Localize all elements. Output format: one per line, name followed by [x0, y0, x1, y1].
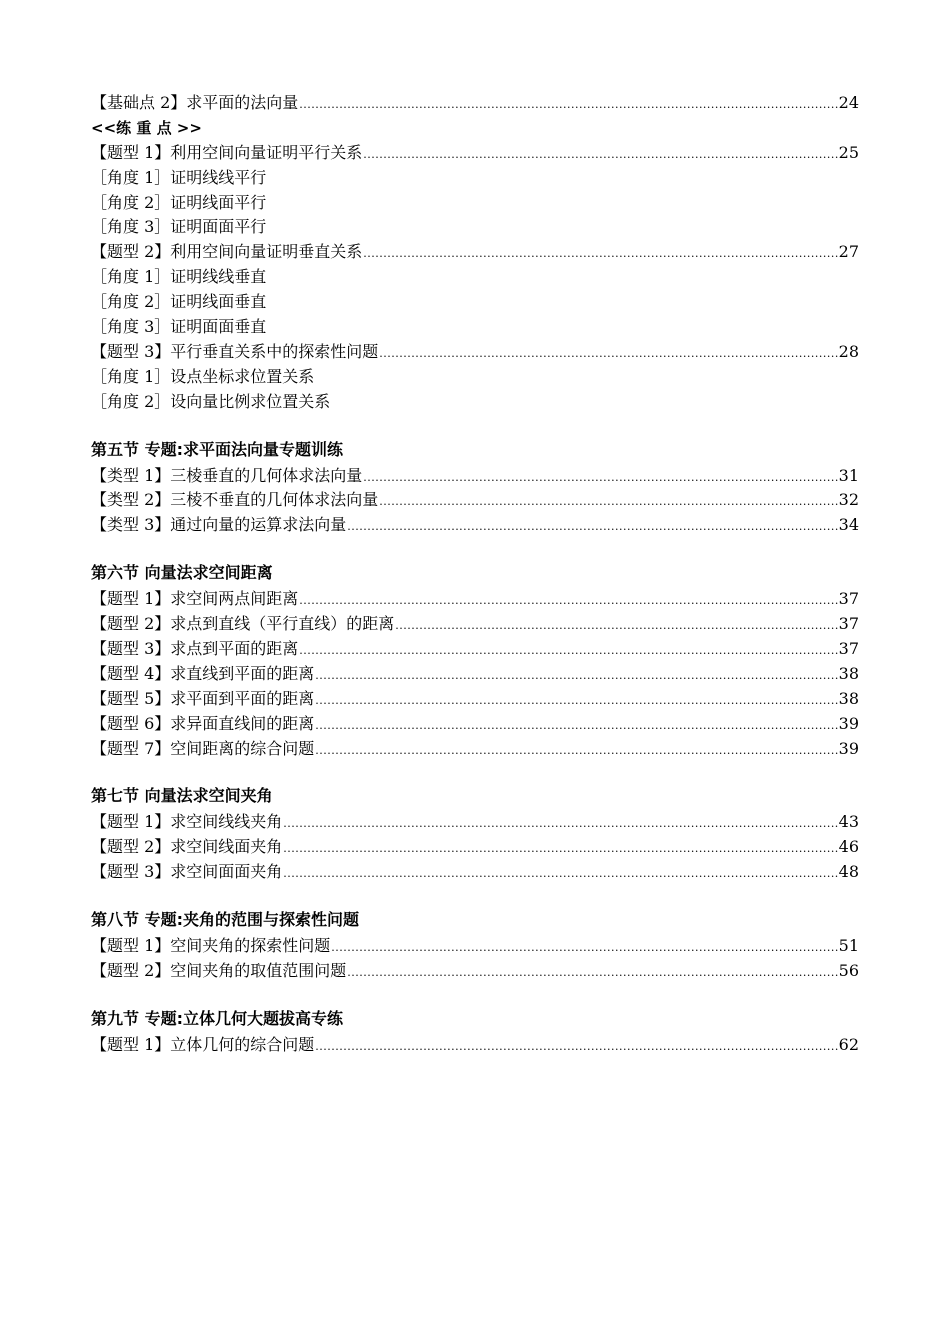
dot-leader: [315, 739, 837, 764]
toc-entry-page: 34: [838, 515, 859, 535]
toc-entry-label: 【题型 2】利用空间向量证明垂直关系: [91, 242, 363, 262]
toc-entry[interactable]: [91, 464, 859, 489]
toc-section: [91, 559, 859, 761]
practice-heading: <<练 重 点 >>: [91, 118, 202, 137]
toc-entry[interactable]: [91, 365, 859, 390]
toc-entry-label: 【类型 1】三棱垂直的几何体求法向量: [91, 465, 363, 485]
toc-entry-label: ［角度 1］证明线线垂直: [91, 267, 267, 287]
toc-entry-label: ［角度 1］证明线线平行: [91, 167, 267, 187]
toc-entry-label: ［角度 3］证明面面垂直: [91, 317, 267, 337]
toc-entry-label: 【题型 3】求点到平面的距离: [91, 639, 299, 659]
toc-entry[interactable]: [91, 166, 859, 191]
toc-entry-page: 28: [838, 341, 859, 361]
toc-entry-page: 32: [838, 490, 859, 510]
dot-leader: [283, 812, 837, 837]
toc-entry-label: 【题型 2】求点到直线（平行直线）的距离: [91, 614, 395, 634]
dot-leader: [315, 1035, 837, 1060]
dot-leader: [347, 515, 837, 540]
toc-sections: [91, 436, 859, 1058]
toc-entry-label: ［角度 2］证明线面垂直: [91, 292, 267, 312]
dot-leader: [299, 589, 837, 614]
toc-entry[interactable]: [91, 240, 859, 265]
toc-pre-list: [91, 91, 859, 116]
toc-entry-label: 【基础点 2】求平面的法向量: [91, 93, 299, 112]
dot-leader: [395, 614, 837, 639]
toc-entry-page: 37: [838, 614, 859, 634]
toc-entry-label: 【题型 4】求直线到平面的距离: [91, 663, 315, 683]
toc-entry[interactable]: [91, 390, 859, 415]
toc-entry-label: ［角度 2］设向量比例求位置关系: [91, 391, 331, 411]
toc-entry-label: 【题型 5】求平面到平面的距离: [91, 688, 315, 708]
toc-entry-page: 27: [838, 242, 859, 262]
dot-leader: [363, 242, 837, 267]
toc-entry-page: 39: [838, 738, 859, 758]
toc-entry[interactable]: [91, 488, 859, 513]
toc-entry-page: 62: [838, 1034, 859, 1054]
toc-entry-label: 【题型 1】空间夹角的探索性问题: [91, 936, 331, 956]
section-title[interactable]: 第七节 向量法求空间夹角: [91, 786, 273, 806]
toc-entry[interactable]: [91, 835, 859, 860]
toc-entry[interactable]: [91, 737, 859, 762]
toc-entry-page: 25: [838, 142, 859, 162]
toc-entry-label: 【题型 2】求空间线面夹角: [91, 837, 283, 857]
toc-practice-list: [91, 141, 859, 415]
dot-leader: [347, 961, 837, 986]
dot-leader: [379, 490, 837, 515]
toc-entry[interactable]: [91, 91, 859, 116]
toc-entry[interactable]: [91, 315, 859, 340]
toc-section: [91, 906, 859, 984]
toc-entry[interactable]: [91, 612, 859, 637]
toc-entry[interactable]: [91, 141, 859, 166]
toc-entry-label: ［角度 3］证明面面平行: [91, 217, 267, 237]
table-of-contents: [91, 91, 859, 1058]
toc-entry[interactable]: [91, 265, 859, 290]
toc-entry[interactable]: [91, 637, 859, 662]
toc-entry-page: 51: [838, 936, 859, 956]
toc-entry-label: 【题型 1】求空间两点间距离: [91, 589, 299, 609]
dot-leader: [299, 639, 837, 664]
toc-entry[interactable]: [91, 712, 859, 737]
toc-entry-label: ［角度 2］证明线面平行: [91, 192, 267, 212]
section-title[interactable]: 第五节 专题:求平面法向量专题训练: [91, 439, 343, 459]
dot-leader: [315, 689, 837, 714]
toc-entry-label: 【类型 3】通过向量的运算求法向量: [91, 515, 347, 535]
toc-entry[interactable]: [91, 1033, 859, 1058]
toc-entry-label: 【题型 7】空间距离的综合问题: [91, 738, 315, 758]
dot-leader: [379, 342, 837, 367]
dot-leader: [283, 862, 837, 887]
dot-leader: [299, 93, 837, 118]
toc-entry[interactable]: [91, 290, 859, 315]
toc-entry-label: 【题型 3】平行垂直关系中的探索性问题: [91, 341, 379, 361]
toc-entry-label: 【题型 2】空间夹角的取值范围问题: [91, 961, 347, 981]
dot-leader: [363, 466, 837, 491]
toc-entry[interactable]: [91, 340, 859, 365]
toc-section: [91, 1005, 859, 1058]
toc-entry[interactable]: [91, 215, 859, 240]
toc-entry-page: 37: [838, 589, 859, 609]
toc-entry-page: 46: [838, 837, 859, 857]
toc-entry-page: 48: [838, 862, 859, 882]
dot-leader: [363, 143, 837, 168]
toc-entry-page: 38: [838, 688, 859, 708]
toc-entry[interactable]: [91, 587, 859, 612]
toc-entry-label: 【题型 3】求空间面面夹角: [91, 862, 283, 882]
toc-entry[interactable]: [91, 959, 859, 984]
section-title[interactable]: 第六节 向量法求空间距离: [91, 563, 273, 583]
section-title[interactable]: 第八节 专题:夹角的范围与探索性问题: [91, 910, 359, 930]
toc-entry-label: 【题型 1】立体几何的综合问题: [91, 1034, 315, 1054]
toc-entry-page: 39: [838, 713, 859, 733]
toc-entry-page: 43: [838, 812, 859, 832]
toc-entry[interactable]: [91, 810, 859, 835]
toc-section: [91, 436, 859, 539]
toc-entry-page: 56: [838, 961, 859, 981]
toc-entry[interactable]: [91, 662, 859, 687]
section-title[interactable]: 第九节 专题:立体几何大题拔高专练: [91, 1008, 343, 1028]
toc-entry-label: 【题型 1】利用空间向量证明平行关系: [91, 142, 363, 162]
toc-entry-label: 【类型 2】三棱不垂直的几何体求法向量: [91, 490, 379, 510]
dot-leader: [315, 664, 837, 689]
toc-entry-label: ［角度 1］设点坐标求位置关系: [91, 366, 315, 386]
toc-section: [91, 782, 859, 885]
toc-entry-page: 37: [838, 639, 859, 659]
toc-entry-label: 【题型 6】求异面直线间的距离: [91, 713, 315, 733]
toc-entry[interactable]: [91, 191, 859, 216]
toc-entry-page: 38: [838, 663, 859, 683]
toc-entry[interactable]: [91, 513, 859, 538]
toc-entry-page: 24: [838, 93, 859, 112]
toc-entry[interactable]: [91, 934, 859, 959]
toc-entry-page: 31: [838, 465, 859, 485]
dot-leader: [283, 837, 837, 862]
dot-leader: [315, 714, 837, 739]
toc-entry[interactable]: [91, 687, 859, 712]
toc-entry-label: 【题型 1】求空间线线夹角: [91, 812, 283, 832]
toc-entry[interactable]: [91, 860, 859, 885]
dot-leader: [331, 936, 837, 961]
